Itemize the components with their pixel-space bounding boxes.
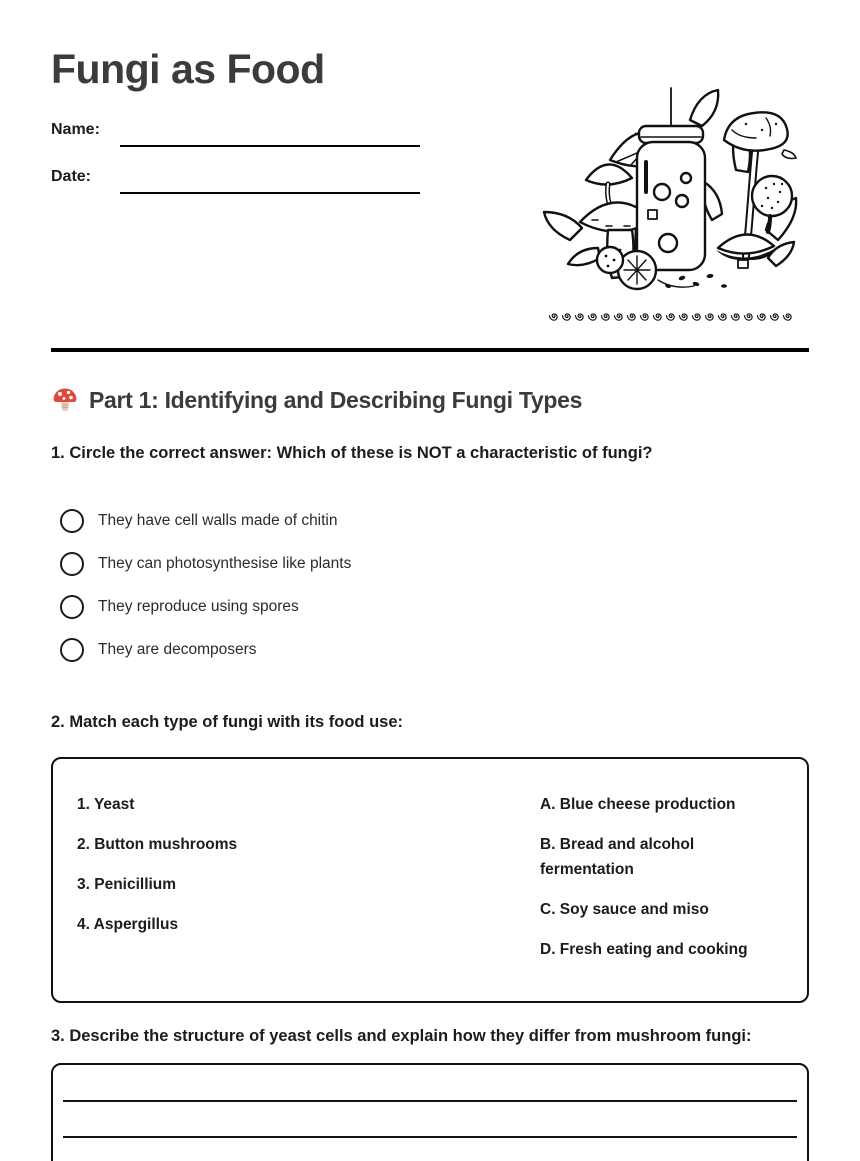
question3-prompt: 3. Describe the structure of yeast cells and explain how they differ from mushroom fungi:	[51, 1027, 752, 1045]
option-label: They have cell walls made of chitin	[98, 512, 338, 529]
spiral-icon	[561, 310, 573, 323]
spiral-icon	[756, 310, 768, 323]
spiral-icon	[574, 310, 586, 323]
option-label: They can photosynthesise like plants	[98, 555, 352, 572]
match-item: 3. Penicillium	[77, 876, 177, 893]
question3-answer-box[interactable]	[51, 1063, 809, 1161]
match-item: B. Bread and alcohol fermentation	[540, 836, 695, 878]
match-item: C. Soy sauce and miso	[540, 901, 709, 918]
spiral-icon	[704, 310, 716, 323]
spiral-icon	[730, 310, 742, 323]
match-item: A. Blue cheese production	[540, 796, 736, 813]
spiral-icon	[652, 310, 664, 323]
question1-options	[60, 509, 351, 681]
page-title: Fungi as Food	[51, 46, 325, 92]
spiral-icon	[678, 310, 690, 323]
spiral-icon	[743, 310, 755, 323]
matching-left-column	[77, 792, 457, 952]
spiral-icon	[600, 310, 612, 323]
question2-prompt: 2. Match each type of fungi with its food use:	[51, 713, 404, 731]
part1-heading	[51, 386, 582, 414]
spiral-icon	[717, 310, 729, 323]
radio-button[interactable]	[60, 509, 84, 533]
section-divider	[51, 348, 809, 352]
option-label: They are decomposers	[98, 641, 257, 658]
spiral-icon	[665, 310, 677, 323]
fungi-jar-illustration	[540, 80, 802, 298]
match-item: D. Fresh eating and cooking	[540, 941, 748, 958]
spiral-icon	[769, 310, 781, 323]
answer-line[interactable]	[63, 1100, 797, 1102]
match-item: 2. Button mushrooms	[77, 836, 238, 853]
spiral-icon	[782, 310, 794, 323]
option-row	[60, 595, 351, 619]
radio-button[interactable]	[60, 595, 84, 619]
matching-box	[51, 757, 809, 1003]
part1-heading-text: Part 1: Identifying and Describing Fungi Types	[89, 386, 583, 413]
spiral-icon	[691, 310, 703, 323]
answer-line[interactable]	[63, 1136, 797, 1138]
date-input-line[interactable]	[120, 192, 420, 194]
spiral-border-decoration	[548, 307, 794, 325]
spiral-icon	[548, 310, 560, 323]
question1-prompt: 1. Circle the correct answer: Which of these is NOT a characteristic of fungi?	[51, 444, 653, 462]
option-label: They reproduce using spores	[98, 598, 299, 615]
matching-right-column	[540, 792, 780, 977]
name-label: Name:	[51, 121, 100, 138]
name-input-line[interactable]	[120, 145, 420, 147]
spiral-icon	[587, 310, 599, 323]
spiral-icon	[626, 310, 638, 323]
match-item: 4. Aspergillus	[77, 916, 179, 933]
radio-button[interactable]	[60, 638, 84, 662]
mushroom-emoji-icon	[51, 386, 79, 414]
spiral-icon	[613, 310, 625, 323]
match-item: 1. Yeast	[77, 796, 135, 813]
radio-button[interactable]	[60, 552, 84, 576]
option-row	[60, 509, 351, 533]
option-row	[60, 638, 351, 662]
spiral-icon	[639, 310, 651, 323]
option-row	[60, 552, 351, 576]
date-label: Date:	[51, 168, 92, 185]
